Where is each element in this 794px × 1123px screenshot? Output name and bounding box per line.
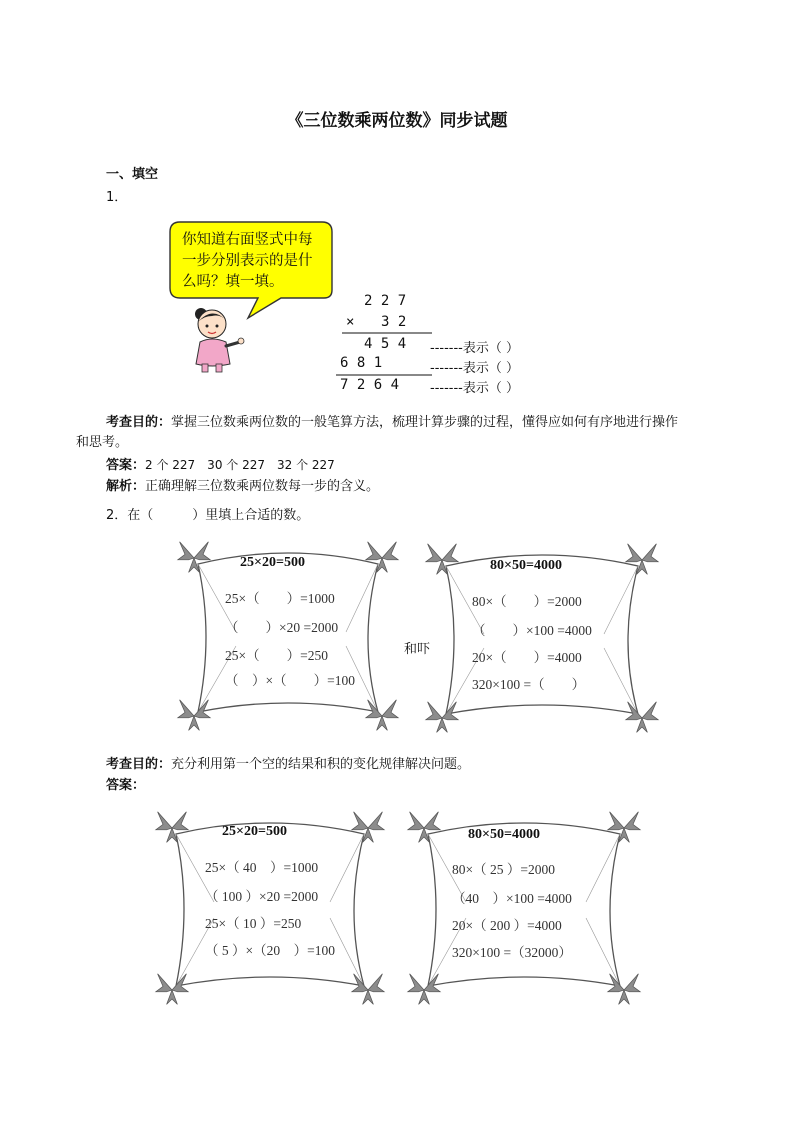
bird-icon bbox=[608, 974, 640, 1005]
bird-icon bbox=[626, 702, 658, 733]
q1-analysis-label: 解析： bbox=[106, 479, 146, 494]
section-heading: 一、填空 bbox=[106, 167, 159, 182]
represents-blank-1: -------表示（ ） bbox=[430, 341, 519, 356]
q2-left-line-4: （ ）×（ ）=100 bbox=[225, 673, 355, 688]
a2-left-line-4: （ 5 ）×（20 ）=100 bbox=[205, 943, 335, 958]
q1-purpose-label: 考查目的： bbox=[106, 415, 172, 430]
q2-answer-label: 答案： bbox=[106, 778, 146, 793]
a2-right-line-4: 320×100 =（32000） bbox=[452, 945, 572, 960]
q2-right-line-2: （ ）×100 =4000 bbox=[472, 623, 592, 638]
q2-right-title: 80×50=4000 bbox=[490, 558, 562, 573]
a2-right-line-1: 80×（ 25 ）=2000 bbox=[452, 862, 555, 877]
q2-left-line-1: 25×（ ）=1000 bbox=[225, 591, 335, 606]
q1-answer bbox=[106, 455, 335, 476]
q2-right-line-1: 80×（ ）=2000 bbox=[472, 594, 582, 609]
q1-analysis bbox=[106, 477, 379, 497]
calc-row-4: 6 8 1 bbox=[340, 355, 383, 371]
q2-purpose bbox=[106, 755, 470, 775]
question-number: 1． bbox=[106, 190, 128, 205]
bird-icon bbox=[156, 812, 188, 843]
calc-row-5: 7 2 6 4 bbox=[340, 377, 400, 393]
calc-times-sign: × bbox=[346, 314, 355, 330]
a2-left-title: 25×20=500 bbox=[222, 824, 287, 839]
q1-answer-label: 答案： bbox=[106, 458, 146, 473]
calc-row-1: 2 2 7 bbox=[364, 293, 407, 309]
bird-icon bbox=[408, 812, 440, 843]
bird-icon bbox=[352, 974, 384, 1005]
a2-right-line-2: （40 ）×100 =4000 bbox=[452, 891, 572, 906]
bird-icon bbox=[352, 812, 384, 843]
a2-left-line-3: 25×（ 10 ）=250 bbox=[205, 916, 302, 931]
bubble-line-1: 你知道右面竖式中每 bbox=[182, 232, 313, 248]
and-text: 和吓 bbox=[404, 642, 431, 657]
q2-purpose-text: 充分利用第一个空的结果和积的变化规律解决问题。 bbox=[171, 757, 471, 772]
bird-icon bbox=[626, 544, 658, 575]
a2-right-title: 80×50=4000 bbox=[468, 827, 540, 842]
bird-icon bbox=[426, 544, 458, 575]
q2-purpose-label: 考查目的： bbox=[106, 757, 172, 772]
represents-blank-3: -------表示（ ） bbox=[430, 381, 519, 396]
a2-left-line-2: （ 100 ）×20 =2000 bbox=[205, 889, 319, 904]
q1-analysis-text: 正确理解三位数乘两位数每一步的含义。 bbox=[145, 479, 380, 494]
q2-right-line-3: 20×（ ）=4000 bbox=[472, 650, 582, 665]
calc-row-3: 4 5 4 bbox=[364, 336, 407, 352]
a2-right-line-3: 20×（ 200 ）=4000 bbox=[452, 918, 562, 933]
bird-icon bbox=[156, 974, 188, 1005]
a2-left-line-1: 25×（ 40 ）=1000 bbox=[205, 860, 319, 875]
bird-icon bbox=[366, 542, 398, 573]
q1-purpose-text: 掌握三位数乘两位数的一般笔算方法，梳理计算步骤的过程，懂得应如何有序地进行操作 bbox=[171, 415, 679, 430]
bird-icon bbox=[366, 700, 398, 731]
bird-icon bbox=[178, 700, 210, 731]
q2-left-title: 25×20=500 bbox=[240, 555, 305, 570]
q2-right-line-4: 320×100 =（ ） bbox=[472, 677, 586, 692]
q1-answer-text: 2 个 227 30 个 227 32 个 227 bbox=[145, 458, 335, 472]
bird-icon bbox=[178, 542, 210, 573]
q2-left-line-3: 25×（ ）=250 bbox=[225, 648, 328, 663]
bird-icon bbox=[608, 812, 640, 843]
q2-left-line-2: （ ）×20 =2000 bbox=[225, 620, 339, 635]
represents-blank-2: -------表示（ ） bbox=[430, 361, 519, 376]
bird-icon bbox=[426, 702, 458, 733]
bubble-line-2: 一步分别表示的是什 bbox=[182, 253, 313, 269]
calc-row-2: 3 2 bbox=[381, 314, 407, 330]
bird-icon bbox=[408, 974, 440, 1005]
page-title: 《三位数乘两位数》同步试题 bbox=[286, 111, 508, 131]
q2-text: 2．在（ ）里填上合适的数。 bbox=[106, 508, 310, 523]
bubble-line-3: 么吗？填一填。 bbox=[182, 274, 284, 290]
q1-purpose-cont: 和思考。 bbox=[76, 435, 129, 450]
q1-purpose bbox=[106, 413, 726, 433]
